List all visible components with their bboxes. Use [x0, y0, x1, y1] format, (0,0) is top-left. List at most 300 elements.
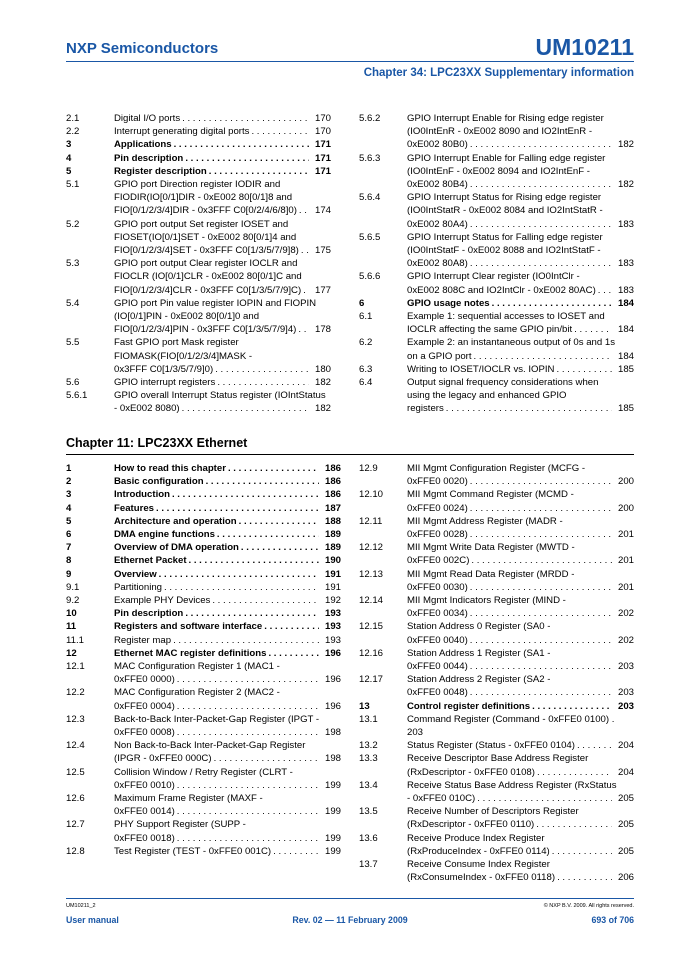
toc-entry-number: 11.1: [66, 634, 84, 646]
toc-page-number: 196: [324, 674, 341, 686]
toc-entry[interactable]: [359, 752, 634, 778]
toc-leader-dots: [228, 462, 319, 475]
toc-entry-number: 2.1: [66, 113, 80, 124]
toc-page-number: 204: [617, 740, 634, 752]
toc-entry-number: 12.12: [359, 542, 384, 554]
toc-entry-number: 1: [66, 463, 72, 474]
toc-entry-title: MII Mgmt Address Register (MADR -: [407, 515, 563, 527]
toc-entry-number: 5.6.5: [359, 231, 381, 243]
toc-entry-title: Example PHY Devices: [114, 595, 211, 607]
toc-entry-title: Receive Produce Index Register: [407, 832, 545, 844]
toc-leader-dots: [251, 125, 309, 138]
toc-entry-number: 13.7: [359, 859, 378, 871]
toc-leader-dots: [470, 502, 612, 515]
toc-entry-number: 2.2: [66, 126, 80, 138]
toc-page-number: 193: [324, 634, 341, 646]
toc-entry-title: 0xE002 80B4): [407, 179, 468, 191]
toc-entry-title: MAC Configuration Register 2 (MAC2 -: [114, 687, 280, 699]
toc-leader-dots: [301, 244, 309, 257]
toc-entry-title: 0xFFE0 0034): [407, 608, 468, 620]
toc-entry[interactable]: [66, 568, 341, 581]
toc-entry[interactable]: [66, 376, 331, 389]
toc-entry-number: 3: [66, 489, 72, 501]
toc-entry-title: FIO[0/1/2/3/4]PIN - 0x3FFF C0[1/3/5/7/9]4): [114, 324, 297, 336]
toc-entry[interactable]: [359, 310, 634, 336]
toc-leader-dots: [172, 488, 319, 501]
toc-entry-title: (IO0IntStatF - 0xE002 8088 and IO2IntStatF -: [407, 245, 601, 257]
toc-page-number: 171: [314, 165, 331, 177]
toc-entry-title: GPIO Interrupt Enable for Rising edge register: [407, 113, 604, 124]
toc-entry-title: Receive Descriptor Base Address Register: [407, 753, 589, 765]
toc-continued-right: [359, 112, 634, 416]
toc-entry[interactable]: [66, 336, 331, 376]
toc-entry-number: 5.6.3: [359, 152, 381, 164]
toc-entry-number: 12.1: [66, 661, 85, 673]
toc-page-number: 184: [617, 350, 634, 362]
toc-entry[interactable]: [66, 152, 331, 165]
toc-page-number: 205: [617, 845, 634, 857]
toc-leader-dots: [537, 766, 612, 779]
toc-entry[interactable]: [359, 336, 634, 362]
toc-leader-dots: [577, 739, 612, 752]
toc-entry[interactable]: [359, 297, 634, 310]
toc-leader-dots: [174, 138, 309, 151]
toc-page-number: 199: [324, 806, 341, 818]
toc-entry-title: Pin description: [114, 152, 184, 164]
toc-entry-title: Digital I/O ports: [114, 113, 181, 124]
toc-leader-dots: [492, 297, 612, 310]
toc-entry[interactable]: [359, 858, 634, 884]
toc-entry-title: on a GPIO port: [407, 350, 472, 362]
toc-entry[interactable]: [66, 475, 341, 488]
toc-entry-title: GPIO Interrupt Enable for Falling edge register: [407, 152, 606, 164]
toc-entry[interactable]: [359, 713, 634, 739]
toc-entry[interactable]: [359, 152, 634, 192]
toc-entry-title: Example 1: sequential accesses to IOSET and: [407, 311, 605, 323]
toc-entry[interactable]: [66, 713, 341, 739]
toc-entry-title: Overview of DMA operation: [114, 542, 239, 554]
toc-entry[interactable]: [66, 647, 341, 660]
toc-leader-dots: [470, 660, 612, 673]
toc-leader-dots: [177, 673, 319, 686]
toc-entry-title: FIO[0/1/2/3/4]CLR - 0x3FFF C0[1/3/5/7/9]C): [114, 284, 302, 296]
toc-leader-dots: [206, 475, 319, 488]
toc-entry-number: 13.2: [359, 740, 378, 752]
toc-entry[interactable]: [359, 832, 634, 858]
toc-entry[interactable]: [66, 138, 331, 151]
toc-leader-dots: [446, 402, 612, 415]
toc-leader-dots: [239, 515, 319, 528]
toc-entry[interactable]: [66, 257, 331, 297]
toc-entry[interactable]: [66, 766, 341, 792]
toc-entry-number: 13.5: [359, 806, 378, 818]
toc-entry-title: Features: [114, 502, 154, 514]
toc-entry-number: 12.2: [66, 687, 85, 699]
toc-leader-dots: [177, 726, 319, 739]
toc-entry-number: 6.3: [359, 363, 373, 375]
toc-entry[interactable]: [66, 792, 341, 818]
toc-entry-title: Receive Number of Descriptors Register: [407, 806, 579, 818]
toc-page-number: 199: [324, 845, 341, 857]
toc-entry-number: 13.4: [359, 779, 378, 791]
section-title: Chapter 11: LPC23XX Ethernet: [66, 436, 248, 450]
toc-leader-dots: [177, 805, 319, 818]
toc-page-number: 180: [314, 363, 331, 375]
toc-page-number: 201: [617, 529, 634, 541]
toc-page-number: 185: [617, 363, 634, 375]
toc-entry-number: 13: [359, 700, 370, 712]
toc-entry-number: 10: [66, 608, 77, 620]
toc-entry-number: 5.6.1: [66, 390, 88, 402]
toc-entry[interactable]: [66, 502, 341, 515]
toc-page-number: 192: [324, 595, 341, 607]
toc-entry[interactable]: [359, 805, 634, 831]
toc-leader-dots: [215, 363, 309, 376]
toc-entry-title: - 0xE002 8080): [114, 403, 180, 415]
toc-entry-title: Registers and software interface: [114, 621, 263, 633]
footer-revision: Rev. 02 — 11 February 2009: [292, 915, 408, 925]
toc-entry[interactable]: [66, 528, 341, 541]
toc-leader-dots: [177, 779, 319, 792]
footer-divider: [66, 898, 634, 899]
toc-entry-title: Back-to-Back Inter-Packet-Gap Register (IPGT -: [114, 713, 320, 725]
toc-entry-title: Command Register (Command - 0xFFE0 0100) .: [407, 713, 615, 725]
toc-page-number: 186: [324, 476, 341, 488]
toc-page-number: 183: [617, 218, 634, 230]
toc-entry[interactable]: [66, 488, 341, 501]
toc-entry[interactable]: [359, 363, 634, 376]
toc-entry-number: 12.7: [66, 819, 85, 831]
toc-page-number: 196: [324, 647, 341, 659]
toc-page-number: 198: [324, 727, 341, 739]
toc-page-number: 201: [617, 555, 634, 567]
toc-entry[interactable]: [359, 700, 634, 713]
toc-entry-title: 0xFFE0 0000): [114, 674, 175, 686]
toc-leader-dots: [470, 257, 612, 270]
toc-entry[interactable]: [66, 541, 341, 554]
toc-entry[interactable]: [359, 739, 634, 752]
toc-page-number: 171: [314, 139, 331, 151]
toc-leader-dots: [470, 686, 612, 699]
toc-page-number: 174: [314, 205, 331, 217]
toc-entry-title: Ethernet MAC register definitions: [114, 647, 267, 659]
document-id: UM10211: [535, 34, 634, 60]
toc-entry-title: 0xFFE0 0018): [114, 832, 175, 844]
toc-entry-title: (RxDescriptor - 0xFFE0 0108): [407, 766, 535, 778]
toc-entry-title: MII Mgmt Configuration Register (MCFG -: [407, 463, 586, 474]
toc-entry-number: 6: [359, 297, 365, 309]
toc-leader-dots: [217, 528, 319, 541]
section-divider: [66, 454, 634, 455]
toc-entry[interactable]: [66, 739, 341, 765]
toc-entry[interactable]: [66, 125, 331, 138]
toc-page-number: 202: [617, 634, 634, 646]
toc-page-number: 198: [324, 753, 341, 765]
toc-page-number: 189: [324, 529, 341, 541]
toc-leader-dots: [474, 350, 612, 363]
toc-entry-title: Station Address 1 Register (SA1 -: [407, 647, 551, 659]
footer-copyright: © NXP B.V. 2009. All rights reserved.: [543, 903, 634, 909]
toc-entry[interactable]: [359, 270, 634, 296]
toc-page-number: 201: [617, 581, 634, 593]
toc-continued-left: [66, 112, 331, 416]
toc-entry[interactable]: [66, 218, 331, 258]
toc-entry-title: (RxProduceIndex - 0xFFE0 0114): [407, 845, 550, 857]
toc-entry-title: MII Mgmt Write Data Register (MWTD -: [407, 542, 575, 554]
toc-leader-dots: [470, 475, 612, 488]
toc-leader-dots: [177, 700, 319, 713]
toc-entry-number: 5: [66, 515, 72, 527]
toc-entry-title: (RxDescriptor - 0xFFE0 0110): [407, 819, 535, 831]
toc-entry-title: Station Address 0 Register (SA0 -: [407, 621, 551, 633]
toc-entry-number: 12.15: [359, 621, 384, 633]
toc-leader-dots: [299, 204, 309, 217]
toc-entry-title: Interrupt generating digital ports: [114, 126, 250, 138]
toc-entry-title: GPIO Interrupt Clear register (IO0IntClr -: [407, 271, 580, 283]
toc-leader-dots: [212, 594, 319, 607]
toc-entry-number: 12.17: [359, 674, 384, 686]
toc-entry-title: Introduction: [114, 489, 170, 501]
toc-page-number: 200: [617, 476, 634, 488]
toc-page-number: 184: [617, 324, 634, 336]
toc-entry-title: MII Mgmt Command Register (MCMD -: [407, 489, 574, 501]
toc-entry-title: GPIO interrupt registers: [114, 377, 216, 389]
toc-entry-title: - 0xFFE0 010C): [407, 793, 476, 805]
toc-leader-dots: [217, 376, 309, 389]
toc-entry-title: Architecture and operation: [114, 515, 237, 527]
toc-page-number: 182: [314, 403, 331, 415]
chapter-heading: Chapter 34: LPC23XX Supplementary information: [363, 67, 634, 79]
toc-entry[interactable]: [359, 568, 634, 594]
toc-leader-dots: [470, 178, 612, 191]
toc-page-number: 205: [617, 819, 634, 831]
toc-page-number: 203: [617, 687, 634, 699]
toc-entry-title: 0xFFE0 0020): [407, 476, 468, 488]
toc-entry-number: 5.6.6: [359, 271, 381, 283]
toc-page-number: 189: [324, 542, 341, 554]
toc-leader-dots: [173, 634, 319, 647]
toc-entry-number: 6.2: [359, 337, 373, 349]
toc-entry-title: registers: [407, 403, 444, 415]
toc-entry-number: 4: [66, 502, 72, 514]
toc-entry[interactable]: [66, 515, 341, 528]
toc-entry-title: MAC Configuration Register 1 (MAC1 -: [114, 661, 280, 673]
toc-entry-title: 0xFFE0 0044): [407, 661, 468, 673]
toc-entry-title: GPIO Interrupt Status for Falling edge register: [407, 231, 603, 243]
toc-entry-number: 2: [66, 476, 72, 488]
toc-entry-number: 13.1: [359, 713, 378, 725]
toc-entry-number: 12.4: [66, 740, 85, 752]
toc-entry-number: 12.16: [359, 647, 384, 659]
toc-page-number: 205: [617, 793, 634, 805]
toc-entry-number: 3: [66, 139, 72, 151]
toc-entry-number: 12.13: [359, 568, 384, 580]
toc-page-number: 204: [617, 766, 634, 778]
toc-entry-title: FIO[0/1/2/3/4]SET - 0x3FFF C0[1/3/5/7/9]8): [114, 245, 299, 257]
toc-page-number: 188: [324, 515, 341, 527]
toc-entry-title: IOCLR affecting the same GPIO pin/bit: [407, 324, 573, 336]
footer-doc-id: UM10211_2: [66, 903, 96, 909]
toc-entry-title: Maximum Frame Register (MAXF -: [114, 793, 263, 805]
toc-entry-number: 13.6: [359, 832, 378, 844]
toc-leader-dots: [574, 323, 612, 336]
toc-entry[interactable]: [359, 112, 634, 152]
toc-entry[interactable]: [359, 779, 634, 805]
toc-entry-title: FIOMASK(FIO[0/1/2/3/4]MASK -: [114, 350, 253, 362]
toc-entry-title: FIOCLR (IO[0/1]CLR - 0xE002 80[0/1]C and: [114, 271, 302, 283]
toc-entry-title: Pin description: [114, 608, 184, 620]
toc-leader-dots: [273, 845, 319, 858]
toc-entry[interactable]: [66, 686, 341, 712]
toc-entry[interactable]: [66, 112, 331, 125]
toc-entry-title: Register map: [114, 634, 172, 646]
toc-entry-title: 0xFFE0 0040): [407, 634, 468, 646]
toc-entry-title: MII Mgmt Read Data Register (MRDD -: [407, 568, 575, 580]
toc-page-number: 191: [324, 568, 341, 580]
toc-entry-number: 5.6: [66, 377, 80, 389]
toc-entry-title: 0xFFE0 0010): [114, 779, 175, 791]
toc-entry-title: Station Address 2 Register (SA2 -: [407, 674, 551, 686]
toc-entry[interactable]: [359, 488, 634, 514]
toc-entry[interactable]: [66, 462, 341, 475]
toc-entry-number: 12.10: [359, 489, 384, 501]
toc-leader-dots: [185, 607, 319, 620]
toc-leader-dots: [470, 581, 612, 594]
toc-entry[interactable]: [359, 620, 634, 646]
toc-page-number: 187: [324, 502, 341, 514]
toc-entry-number: 12: [66, 647, 77, 659]
toc-entry[interactable]: [359, 515, 634, 541]
toc-leader-dots: [552, 845, 612, 858]
toc-leader-dots: [164, 581, 319, 594]
toc-entry-number: 9.1: [66, 581, 80, 593]
toc-page-number: 184: [617, 297, 634, 309]
toc-entry[interactable]: [66, 845, 341, 858]
toc-entry-number: 9: [66, 568, 72, 580]
toc-entry-title: Overview: [114, 568, 157, 580]
toc-entry-title: MII Mgmt Indicators Register (MIND -: [407, 595, 566, 607]
toc-entry-number: 12.8: [66, 845, 85, 857]
toc-page-number: 182: [617, 179, 634, 191]
toc-page-number: 193: [324, 621, 341, 633]
toc-page-number: 186: [324, 463, 341, 474]
toc-leader-dots: [156, 502, 319, 515]
toc-leader-dots: [470, 218, 612, 231]
toc-leader-dots: [182, 112, 309, 125]
toc-entry-title: (IO0IntEnR - 0xE002 8090 and IO2IntEnR -: [407, 126, 593, 138]
toc-page-number: 170: [314, 126, 331, 138]
toc-entry-number: 4: [66, 152, 72, 164]
toc-leader-dots: [477, 792, 612, 805]
toc-page-number: 183: [617, 284, 634, 296]
toc-ethernet-left: [66, 462, 341, 858]
toc-leader-dots: [214, 752, 319, 765]
toc-entry-number: 5.6.2: [359, 113, 381, 124]
toc-page-number: 171: [314, 152, 331, 164]
toc-leader-dots: [264, 620, 319, 633]
toc-leader-dots: [470, 607, 612, 620]
toc-entry-number: 5.6.4: [359, 192, 381, 204]
toc-entry[interactable]: [66, 389, 331, 415]
toc-page-number: 206: [617, 872, 634, 884]
toc-entry[interactable]: [359, 231, 634, 271]
toc-leader-dots: [536, 818, 612, 831]
toc-page-number: 196: [324, 700, 341, 712]
toc-entry-title: FIOSET(IO[0/1]SET - 0xE002 80[0/1]4 and: [114, 231, 297, 243]
toc-entry-title: (IPGR - 0xFFE0 000C): [114, 753, 212, 765]
toc-entry-number: 13.3: [359, 753, 378, 765]
toc-page-number: 186: [324, 489, 341, 501]
toc-entry[interactable]: [66, 607, 341, 620]
toc-entry-title: Receive Consume Index Register: [407, 859, 550, 871]
toc-entry-title: 0xE002 80B0): [407, 139, 468, 151]
company-name: NXP Semiconductors: [66, 40, 219, 57]
toc-leader-dots: [598, 284, 612, 297]
toc-entry-number: 7: [66, 542, 72, 554]
toc-entry[interactable]: [66, 660, 341, 686]
toc-entry[interactable]: [66, 620, 341, 633]
toc-entry[interactable]: [66, 581, 341, 594]
toc-entry-title: (IO0IntStatR - 0xE002 8084 and IO2IntStatR -: [407, 205, 603, 217]
toc-entry[interactable]: [359, 376, 634, 416]
toc-entry[interactable]: [66, 165, 331, 178]
toc-leader-dots: [241, 541, 319, 554]
header-divider: [66, 61, 634, 62]
toc-entry-title: Test Register (TEST - 0xFFE0 001C): [114, 845, 272, 857]
toc-entry[interactable]: [359, 541, 634, 567]
toc-entry-title: Ethernet Packet: [114, 555, 187, 567]
toc-entry[interactable]: [359, 462, 634, 488]
toc-page-number: 177: [314, 284, 331, 296]
toc-entry[interactable]: [66, 554, 341, 567]
toc-page-number: 178: [314, 324, 331, 336]
toc-entry[interactable]: [66, 634, 341, 647]
toc-entry-number: 12.5: [66, 766, 85, 778]
toc-leader-dots: [557, 871, 612, 884]
toc-leader-dots: [303, 284, 309, 297]
toc-entry[interactable]: [359, 673, 634, 699]
toc-entry[interactable]: [66, 818, 341, 844]
toc-entry[interactable]: [66, 178, 331, 218]
toc-entry-title: (IO[0/1]PIN - 0xE002 80[0/1]0 and: [114, 311, 260, 323]
toc-entry[interactable]: [359, 191, 634, 231]
toc-entry-title: 0xE002 808C and IO2IntClr - 0xE002 80AC): [407, 284, 596, 296]
toc-entry-title: GPIO usage notes: [407, 297, 490, 309]
toc-entry[interactable]: [359, 594, 634, 620]
toc-entry-title: 0xFFE0 0028): [407, 529, 468, 541]
toc-entry-title: GPIO port output Set register IOSET and: [114, 218, 289, 230]
toc-page-number: 175: [314, 245, 331, 257]
toc-page-number: 199: [324, 832, 341, 844]
toc-entry[interactable]: [66, 297, 331, 337]
toc-entry-title: Applications: [114, 139, 172, 151]
toc-entry-title: GPIO port output Clear register IOCLR and: [114, 258, 298, 270]
toc-entry-title: 0xFFE0 0030): [407, 581, 468, 593]
toc-page-number: 193: [324, 608, 341, 620]
toc-entry-title: 0xFFE0 0024): [407, 502, 468, 514]
toc-entry-title: Basic configuration: [114, 476, 204, 488]
toc-entry-title: Fast GPIO port Mask register: [114, 337, 239, 349]
toc-ethernet-right: [359, 462, 634, 885]
toc-entry-number: 12.6: [66, 793, 85, 805]
toc-leader-dots: [471, 554, 612, 567]
toc-leader-dots: [298, 323, 309, 336]
toc-entry[interactable]: [66, 594, 341, 607]
toc-entry-title: Writing to IOSET/IOCLR vs. IOPIN: [407, 363, 555, 375]
toc-entry-title: GPIO port Pin value register IOPIN and FIOPIN: [114, 297, 317, 309]
toc-entry-title: Example 2: an instantaneous output of 0s and 1s: [407, 337, 616, 349]
toc-entry[interactable]: [359, 647, 634, 673]
